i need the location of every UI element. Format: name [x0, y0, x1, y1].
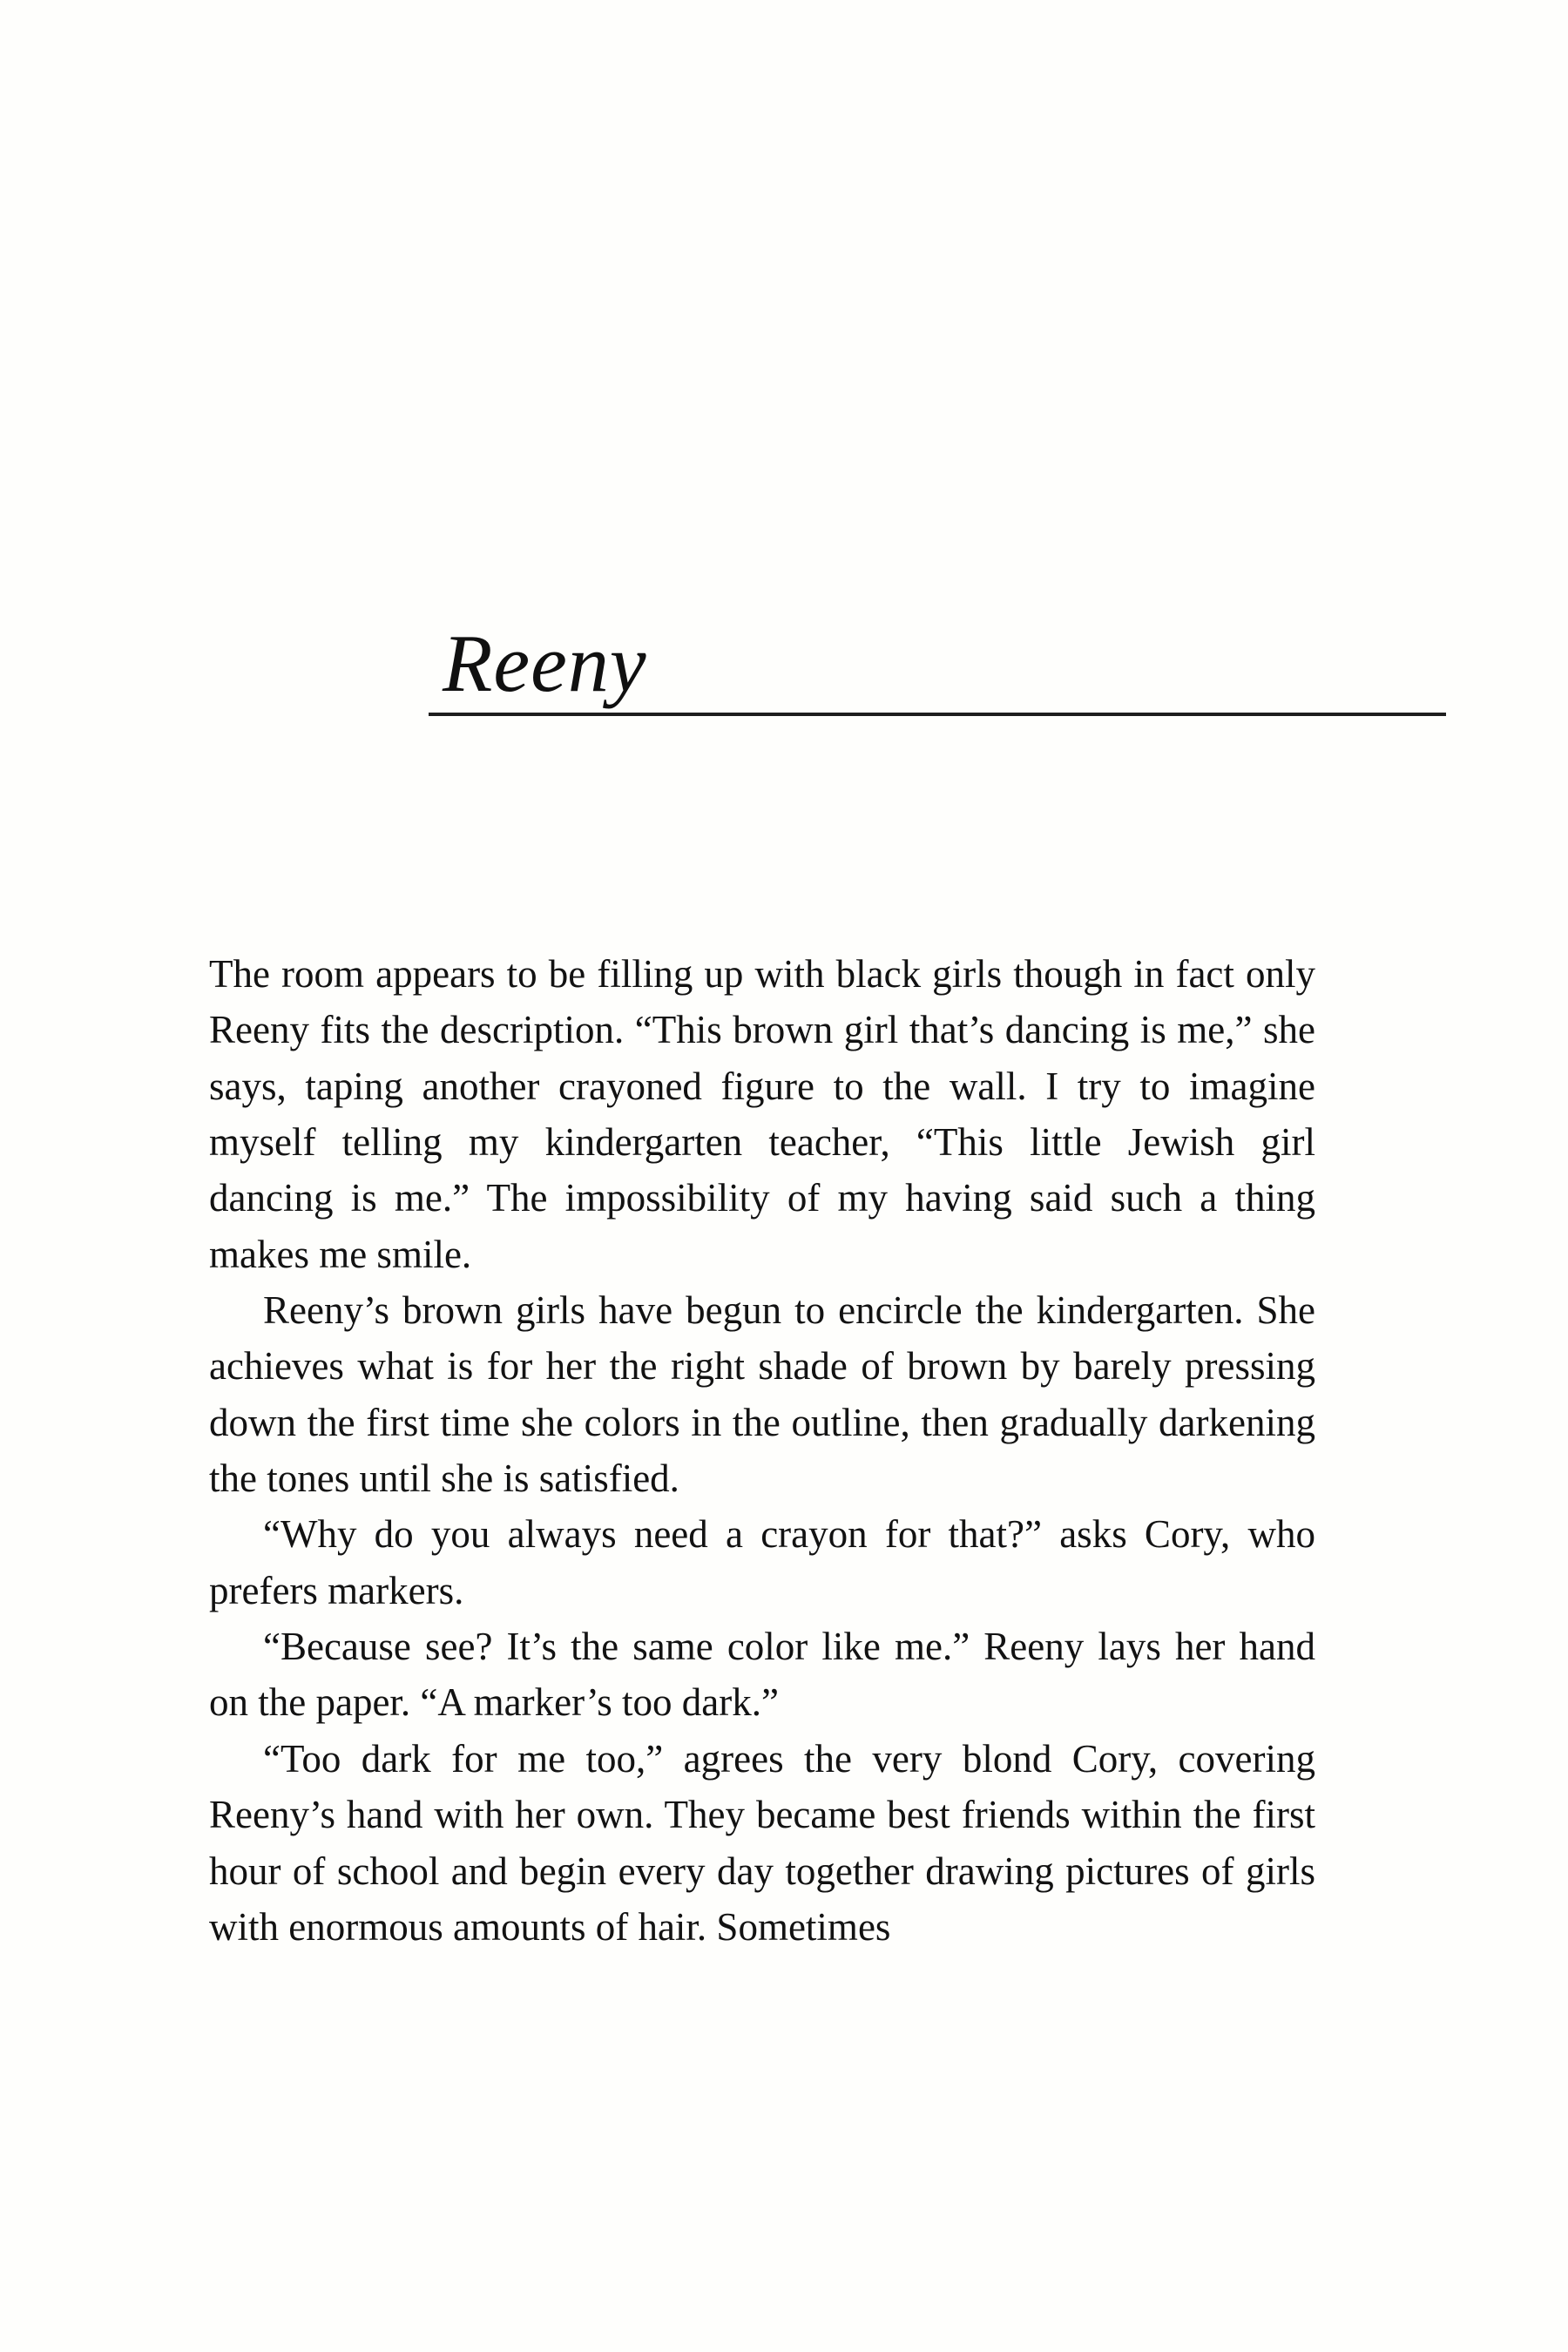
body-text-block — [209, 946, 1315, 1955]
title-rule-divider — [429, 713, 1446, 716]
paragraph: “Why do you always need a crayon for that?” asks Cory, who prefers markers. — [209, 1512, 1315, 1612]
paragraph: Reeny’s brown girls have begun to encircle the kindergarten. She achieves what is for her the right shade of brown by barely pressing down the first time she colors in the outline, then gradually darkening the tones until she is satisfied. — [209, 1288, 1315, 1501]
paragraph: “Because see? It’s the same color like me.” Reeny lays her hand on the paper. “A marker’s too dark.” — [209, 1625, 1315, 1725]
chapter-title: Reeny — [443, 618, 647, 709]
paragraph: “Too dark for me too,” agrees the very blond Cory, covering Reeny’s hand with her own. They became best friends within the first hour of school and begin every day together drawing pictures of girls with enormous amounts of hair. Sometimes — [209, 1736, 1315, 1949]
paragraph: The room appears to be filling up with black girls though in fact only Reeny fits the description. “This brown girl that’s dancing is me,” she says, taping another crayoned figure to the wall. I try to imagine myself telling my kindergarten teacher, “This little Jewish girl dancing is me.” The impossibility of my having said such a thing makes me smile. — [209, 952, 1315, 1276]
